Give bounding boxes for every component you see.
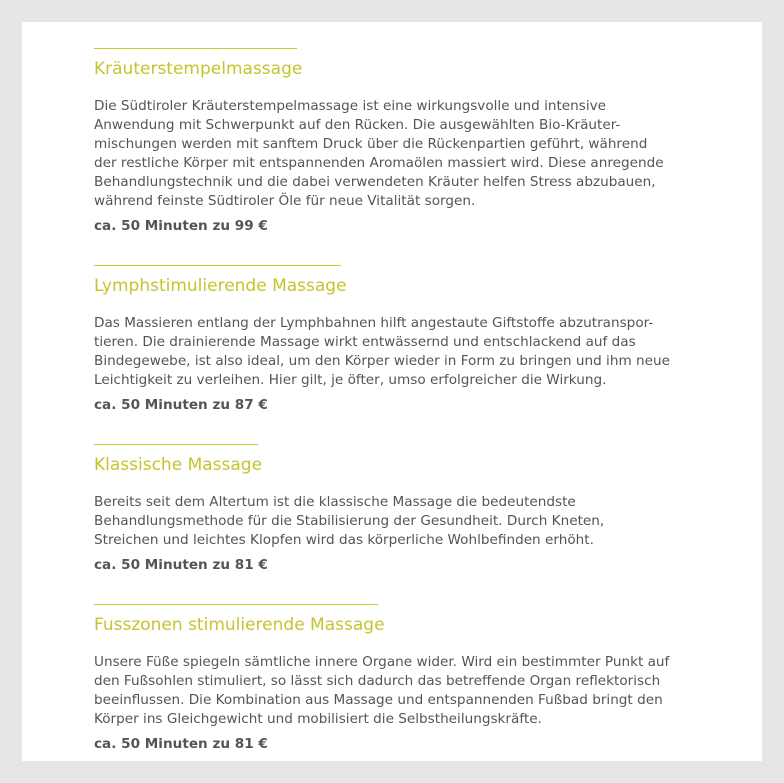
treatment-price: ca. 50 Minuten zu 81 € xyxy=(94,736,268,752)
title-rule xyxy=(94,604,378,605)
treatment-description: Die Südtiroler Kräuterstempelmassage ist eine wirkungsvolle und intensive Anwendung mit Schwerpunkt auf den Rücken. Die ausgewählten Bio-Kräuter- mischungen werden mit sanftem Druck über die Rückenpartien geführt, während der restliche Körper mit entspannenden Aromaölen massiert wird. Diese anregende Behandlungstechnik und die dabei verwendeten Kräuter helfen Stress abzubauen, während feinste Südtiroler Öle für neue Vitalität sorgen. xyxy=(94,98,664,209)
title-rule xyxy=(94,444,258,445)
treatment-title: Fusszonen stimulierende Massage xyxy=(94,615,385,635)
treatment-list xyxy=(94,48,694,783)
treatment-section xyxy=(94,48,694,236)
treatment-section xyxy=(94,604,694,754)
treatment-section xyxy=(94,444,694,575)
treatment-description: Das Massieren entlang der Lymphbahnen hilft angestaute Giftstoffe abzutranspor- tieren. Die drainierende Massage wirkt entwässernd und entschlackend auf das Bindegewebe, ist also ideal, um den Körper wieder in Form zu bringen und ihm neue Leichtigkeit zu verleihen. Hier gilt, je öfter, umso erfolgreicher die Wirkung. xyxy=(94,315,670,388)
treatment-price: ca. 50 Minuten zu 99 € xyxy=(94,218,268,234)
treatment-description: Unsere Füße spiegeln sämtliche innere Organe wider. Wird ein bestimmter Punkt auf den Fußsohlen stimuliert, so lässt sich dadurch das betreffende Organ reflektorisch beeinflussen. Die Kombination aus Massage und entspannenden Fußbad bringt den Körper ins Gleichgewicht und mobilisiert die Selbstheilungskräfte. xyxy=(94,654,670,727)
treatment-price: ca. 50 Minuten zu 87 € xyxy=(94,397,268,413)
treatment-description: Bereits seit dem Altertum ist die klassische Massage die bedeutendste Behandlungsmethode für die Stabilisierung der Gesundheit. Durch Kneten, Streichen und leichtes Klopfen wird das körperliche Wohlbefinden erhöht. xyxy=(94,494,605,548)
treatment-price: ca. 50 Minuten zu 81 € xyxy=(94,557,268,573)
treatment-section xyxy=(94,265,694,415)
treatment-title: Lymphstimulierende Massage xyxy=(94,276,347,296)
treatment-title: Klassische Massage xyxy=(94,455,263,475)
price-list-page xyxy=(22,22,762,761)
title-rule xyxy=(94,265,341,266)
treatment-title: Kräuterstempelmassage xyxy=(94,59,303,79)
title-rule xyxy=(94,48,297,49)
